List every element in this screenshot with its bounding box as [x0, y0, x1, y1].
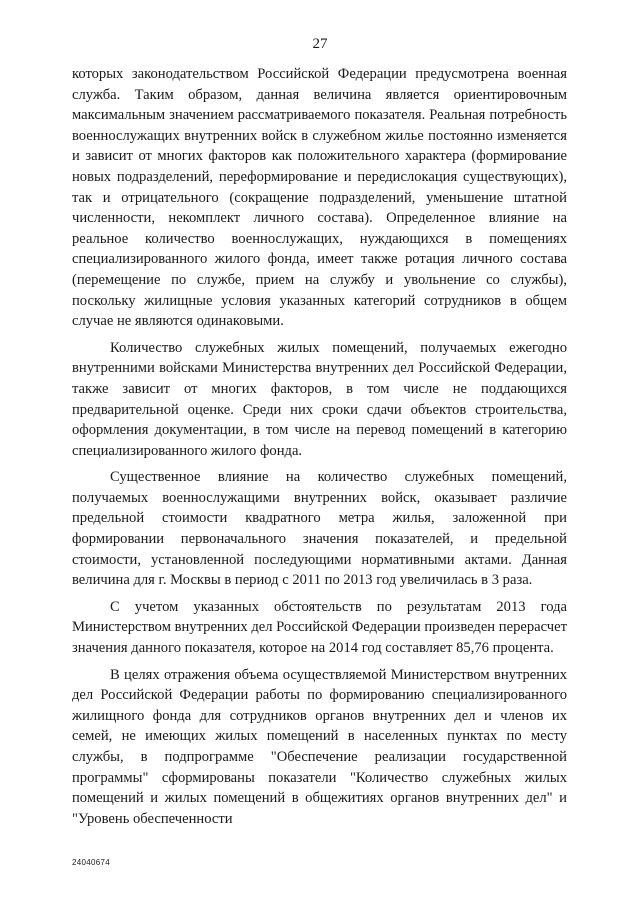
paragraph-continued: которых законодательством Российской Федерации предусмотрена военная служба. Таким образом, данная величина является ориентировочным максимальным значением рассматриваемого показателя. Реальная потребность военнослужащих внутренних войск в служебном жилье постоянно изменяется и зависит от многих факторов как положительного характера (формирование новых подразделений, переформирование и передислокация существующих), так и отрицательного (сокращение подразделений, уменьшение штатной численности, некомплект личного состава). Определенное влияние на реальное количество военнослужащих, нуждающихся в помещениях специализированного жилого фонда, имеет также ротация личного состава (перемещение по службе, прием на службу и увольнение со службы), поскольку жилищные условия указанных категорий сотрудников в общем случае не являются одинаковыми.	[72, 66, 567, 330]
paragraph: С учетом указанных обстоятельств по результатам 2013 года Министерством внутренних дел Российской Федерации произведен перерасчет значения данного показателя, которое на 2014 год составляет 85,76 процента.	[72, 598, 567, 657]
paragraph: Существенное влияние на количество служебных помещений, получаемых военнослужащими внутренних войск, оказывает различие предельной стоимости квадратного метра жилья, заложенной при формировании первоначального значения показателей, и предельной стоимости, установленной последующими нормативными актами. Данная величина для г. Москвы в период с 2011 по 2013 год увеличилась в 3 раза.	[72, 469, 567, 589]
page-number: 27	[312, 36, 328, 52]
paragraph: Количество служебных жилых помещений, получаемых ежегодно внутренними войсками Министерства внутренних дел Российской Федерации, также зависит от многих факторов, в том числе не поддающихся предварительной оценке. Среди них сроки сдачи объектов строительства, оформления документации, в том числе на перевод помещений в категорию специализированного жилого фонда.	[72, 339, 567, 459]
document-code: 24040674	[72, 858, 110, 867]
paragraph: В целях отражения объема осуществляемой Министерством внутренних дел Российской Федерации работы по формированию специализированного жилищного фонда для сотрудников органов внутренних дел и членов их семей, не имеющих жилых помещений в населенных пунктах по месту службы, в подпрограмме "Обеспечение реализации государственной программы" сформированы показатели "Количество служебных жилых помещений и жилых помещений в общежитиях органов внутренних дел" и "Уровень обеспеченности	[72, 666, 567, 827]
body-text	[72, 64, 567, 829]
